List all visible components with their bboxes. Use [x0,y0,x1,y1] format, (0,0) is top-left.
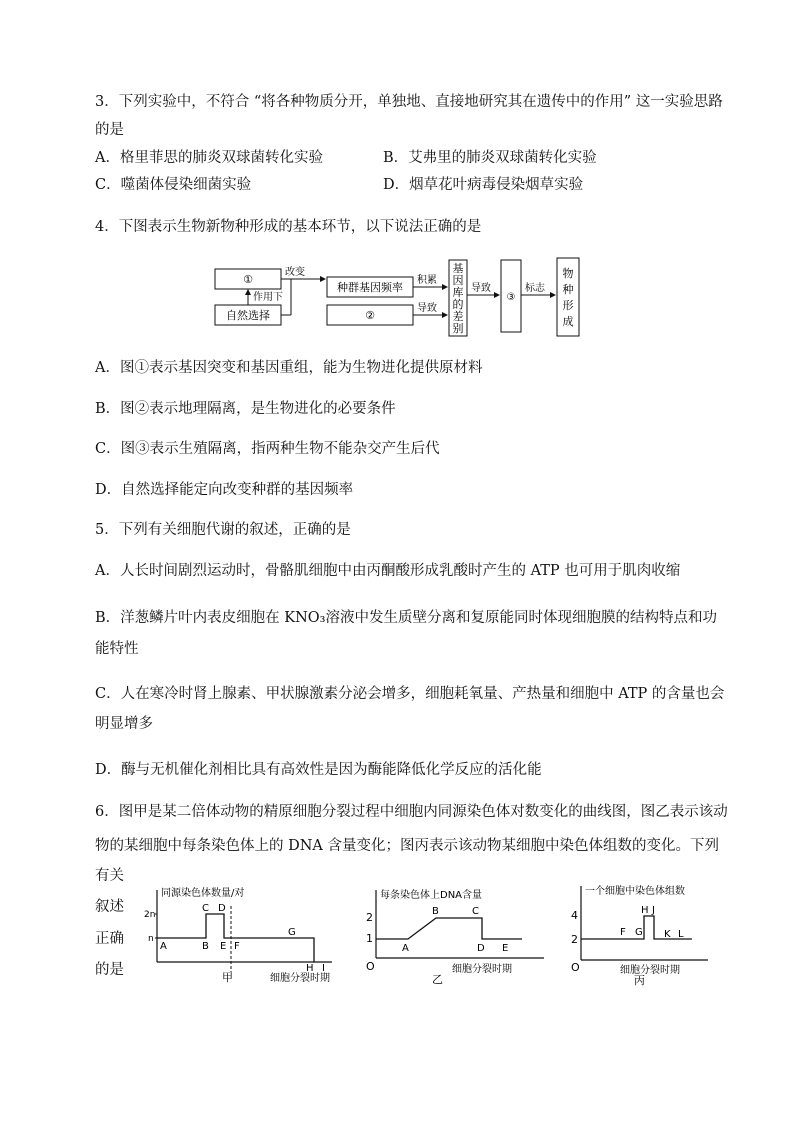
yi-point-a: A [402,943,409,954]
arrow-effect-label: 作用下 [253,292,283,303]
q3-stem-line2: 的是 [95,122,124,138]
q4-option-c: C．图③表示生殖隔离，指两种生物不能杂交产生后代 [95,441,440,457]
graph-bing [568,880,713,986]
yi-tick-2: 2 [366,911,373,924]
yi-point-d: D [477,943,485,954]
q5-stem: 5．下列有关细胞代谢的叙述，正确的是 [95,522,351,538]
jia-tick-2n: 2n [144,910,156,920]
yi-caption: 乙 [432,973,443,986]
q6-side-text: 有关 [95,868,124,884]
species-char: 形 [562,299,574,312]
jia-point-e: E [220,941,227,952]
bing-tick-4: 4 [571,909,578,922]
jia-caption: 甲 [222,971,233,984]
gene-pool-char: 基 [452,262,464,275]
q4-option-d: D．自然选择能定向改变种群的基因频率 [95,482,354,498]
box-2-label: ② [365,309,375,322]
jia-point-b: B [202,941,209,952]
yi-tick-1: 1 [366,932,373,945]
gene-pool-char: 库 [452,286,464,299]
jia-tick-n: n [148,934,154,944]
q5-option-a: A．人长时间剧烈运动时，骨骼肌细胞中由丙酮酸形成乳酸时产生的 ATP 也可用于肌肉收缩 [95,563,681,579]
q4-option-a: A．图①表示基因突变和基因重组，能为生物进化提供原材料 [95,360,483,376]
bing-caption: 丙 [634,974,645,986]
gene-frequency-label: 种群基因频率 [337,281,403,294]
yi-point-c: C [472,906,479,917]
jia-curve [157,914,314,962]
bing-point-j: J [652,905,655,916]
box-1-label: ① [243,273,253,286]
bing-origin: O [571,961,580,974]
box-3-label: ③ [506,292,516,303]
q5-option-c-line2: 明显增多 [95,716,153,732]
q3-option-c: C．噬菌体侵染细菌实验 [95,177,252,193]
species-char: 种 [562,283,574,296]
jia-point-g: G [288,927,296,938]
bing-tick-2: 2 [571,933,578,946]
jia-point-c: C [202,903,209,914]
q6-side-text: 的是 [95,962,124,978]
species-char: 物 [562,267,574,280]
q6-side-text: 叙述 [95,899,124,915]
q3-option-a: A．格里菲思的肺炎双球菌转化实验 [95,150,323,166]
gene-pool-char: 因 [452,274,464,287]
q5-option-b-line1: B．洋葱鳞片叶内表皮细胞在 KNO₃溶液中发生质壁分离和复原能同时体现细胞膜的结构特点和功 [95,610,717,626]
jia-point-d: D [218,903,226,914]
yi-point-e: E [502,943,509,954]
bing-point-g: G [635,927,643,938]
jia-point-a: A [160,941,167,952]
q6-stem-line1: 6．图甲是某二倍体动物的精原细胞分裂过程中细胞内同源染色体对数变化的曲线图，图乙表示该动 [95,804,728,820]
q5-option-b-line2: 能特性 [95,641,139,657]
gene-pool-char: 差 [452,310,464,323]
q3-option-b: B．艾弗里的肺炎双球菌转化实验 [383,150,597,166]
arrow-lead-1-label: 导致 [417,303,437,314]
arrow-mark-label: 标志 [525,283,545,294]
yi-point-b: B [432,906,439,917]
gene-pool-char: 别 [452,322,464,335]
graph-jia [142,884,342,986]
arrow-accumulate-label: 积累 [417,275,437,286]
jia-y-label: 同源染色体数量/对 [161,888,245,899]
speciation-diagram [205,255,605,340]
natural-selection-label: 自然选择 [226,309,270,322]
arrow-lead-2-label: 导致 [471,283,491,294]
q3-option-d: D．烟草花叶病毒侵染烟草实验 [383,177,584,193]
bing-y-label: 一个细胞中染色体组数 [585,886,685,897]
jia-point-i: I [322,963,325,974]
gene-pool-char: 的 [452,298,464,311]
bing-point-l: L [678,929,684,940]
yi-y-label: 每条染色体上DNA含量 [380,890,483,901]
bing-x-label: 细胞分裂时期 [620,965,680,976]
yi-curve [376,918,522,939]
q6-side-text: 正确 [95,931,124,947]
jia-point-h: H [306,963,314,974]
q5-option-d: D．酶与无机催化剂相比具有高效性是因为酶能降低化学反应的活化能 [95,762,542,778]
bing-point-k: K [664,929,671,940]
yi-origin: O [366,960,375,973]
q4-stem: 4．下图表示生物新物种形成的基本环节，以下说法正确的是 [95,219,482,235]
jia-x-label: 细胞分裂时期 [270,973,330,984]
bing-point-h: H [641,905,649,916]
q5-option-c-line1: C．人在寒冷时肾上腺素、甲状腺激素分泌会增多，细胞耗氧量、产热量和细胞中 ATP 的含量也会 [95,686,725,702]
graph-yi [362,884,552,986]
q3-stem-line1: 3．下列实验中，不符合 “将各种物质分开，单独地、直接地研究其在遗传中的作用” 这一实验思路 [95,94,723,110]
arrow-change-label: 改变 [285,267,305,278]
jia-point-f: F [234,941,240,952]
q6-stem-line2: 物的某细胞中每条染色体上的 DNA 含量变化；图丙表示该动物某细胞中染色体组数的变化。下列 [95,838,719,854]
bing-point-f: F [620,927,626,938]
q4-option-b: B．图②表示地理隔离，是生物进化的必要条件 [95,401,396,417]
yi-x-label: 细胞分裂时期 [452,964,512,975]
species-char: 成 [562,315,574,328]
